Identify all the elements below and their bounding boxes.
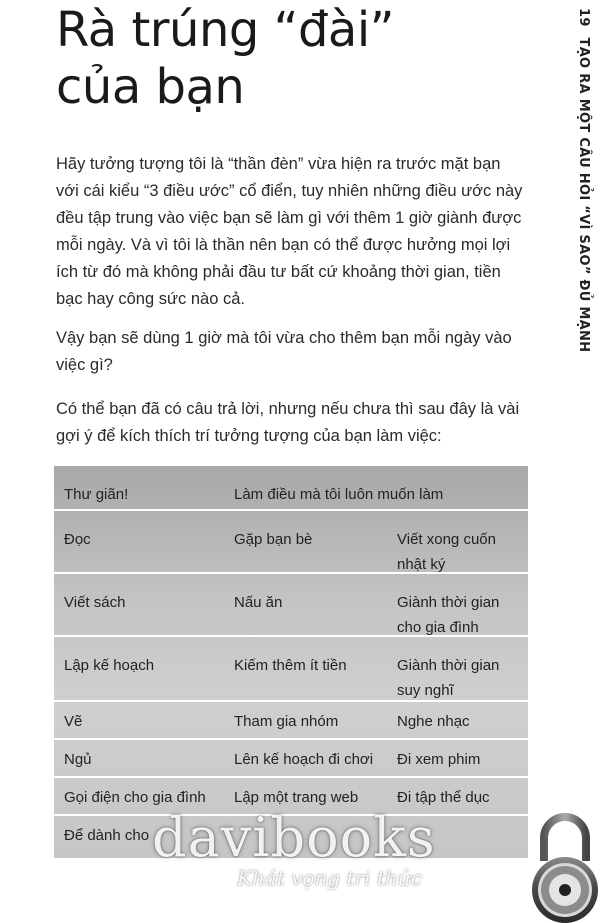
- body-paragraph-3: Có thể bạn đã có câu trả lời, nhưng nếu chưa thì sau đây là vài gợi ý để kích thích trí tưởng tượng của bạn làm việc:: [56, 400, 520, 445]
- table-cell: Đọc: [64, 531, 91, 548]
- table-cell: Giành thời gian suy nghĩ: [397, 657, 500, 699]
- table-cell: Nghe nhạc: [397, 713, 470, 730]
- table-cell: Giành thời gian cho gia đình: [397, 594, 500, 636]
- body-paragraph-1: Hãy tưởng tượng tôi là “thần đèn” vừa hiện ra trước mặt bạn với cái kiểu “3 điều ước” cổ điển, tuy nhiên những điều ước này đều tập trung vào việc bạn sẽ làm gì với thêm 1 giờ giành được mỗi ngày. Và vì tôi là thần nên bạn có thể được hưởng mọi lợi ích từ đó mà không phải đầu tư bất cứ khoảng thời gian, tiền bạc hay công sức nào cả.: [56, 155, 523, 308]
- padlock-icon: [530, 806, 600, 923]
- table-cell: Tham gia nhóm: [234, 713, 339, 730]
- table-cell: Viết xong cuốn nhật ký: [397, 531, 496, 573]
- table-cell: Nấu ăn: [234, 594, 283, 611]
- table-cell: Kiếm thêm ít tiền: [234, 657, 347, 674]
- table-cell: Đi tập thể dục: [397, 789, 490, 806]
- watermark: [140, 800, 470, 900]
- table-cell: Ngủ: [64, 751, 92, 768]
- body-paragraph-2: Vậy bạn sẽ dùng 1 giờ mà tôi vừa cho thêm bạn mỗi ngày vào việc gì?: [56, 329, 512, 374]
- table-cell: Làm điều mà tôi luôn muốn làm: [234, 486, 444, 503]
- page-number: 19: [576, 8, 591, 27]
- page-title-line-1: Rà trúng “đài”: [56, 2, 395, 58]
- table-row: [54, 466, 528, 511]
- table-cell: Gặp bạn bè: [234, 531, 313, 548]
- table-row: [54, 702, 528, 740]
- table-cell: Gọi điện cho gia đình: [64, 789, 206, 806]
- table-cell: Đi xem phim: [397, 751, 481, 768]
- watermark-tagline: Khát vọng tri thức: [237, 866, 422, 890]
- table-cell: Lập một trang web: [234, 789, 359, 806]
- watermark-brand: davibooks: [152, 806, 436, 869]
- running-header-text: TẠO RA MỘT CÂU HỎI “VÌ SAO” ĐỦ MẠNH: [576, 37, 591, 353]
- table-cell: Để dành cho: [64, 827, 150, 844]
- table-row: [54, 574, 528, 637]
- page-title: [56, 2, 526, 116]
- table-row: [54, 511, 528, 574]
- table-cell: Vẽ: [64, 713, 83, 730]
- table-row: [54, 740, 528, 778]
- table-row: [54, 637, 528, 702]
- running-header: [567, 8, 591, 353]
- page-title-line-2: của bạn: [56, 59, 245, 115]
- table-cell: Thư giãn!: [64, 486, 129, 503]
- table-cell: Viết sách: [64, 594, 126, 611]
- table-cell: Lập kế hoạch: [64, 657, 155, 674]
- table-cell: Lên kế hoạch đi chơi: [234, 751, 374, 768]
